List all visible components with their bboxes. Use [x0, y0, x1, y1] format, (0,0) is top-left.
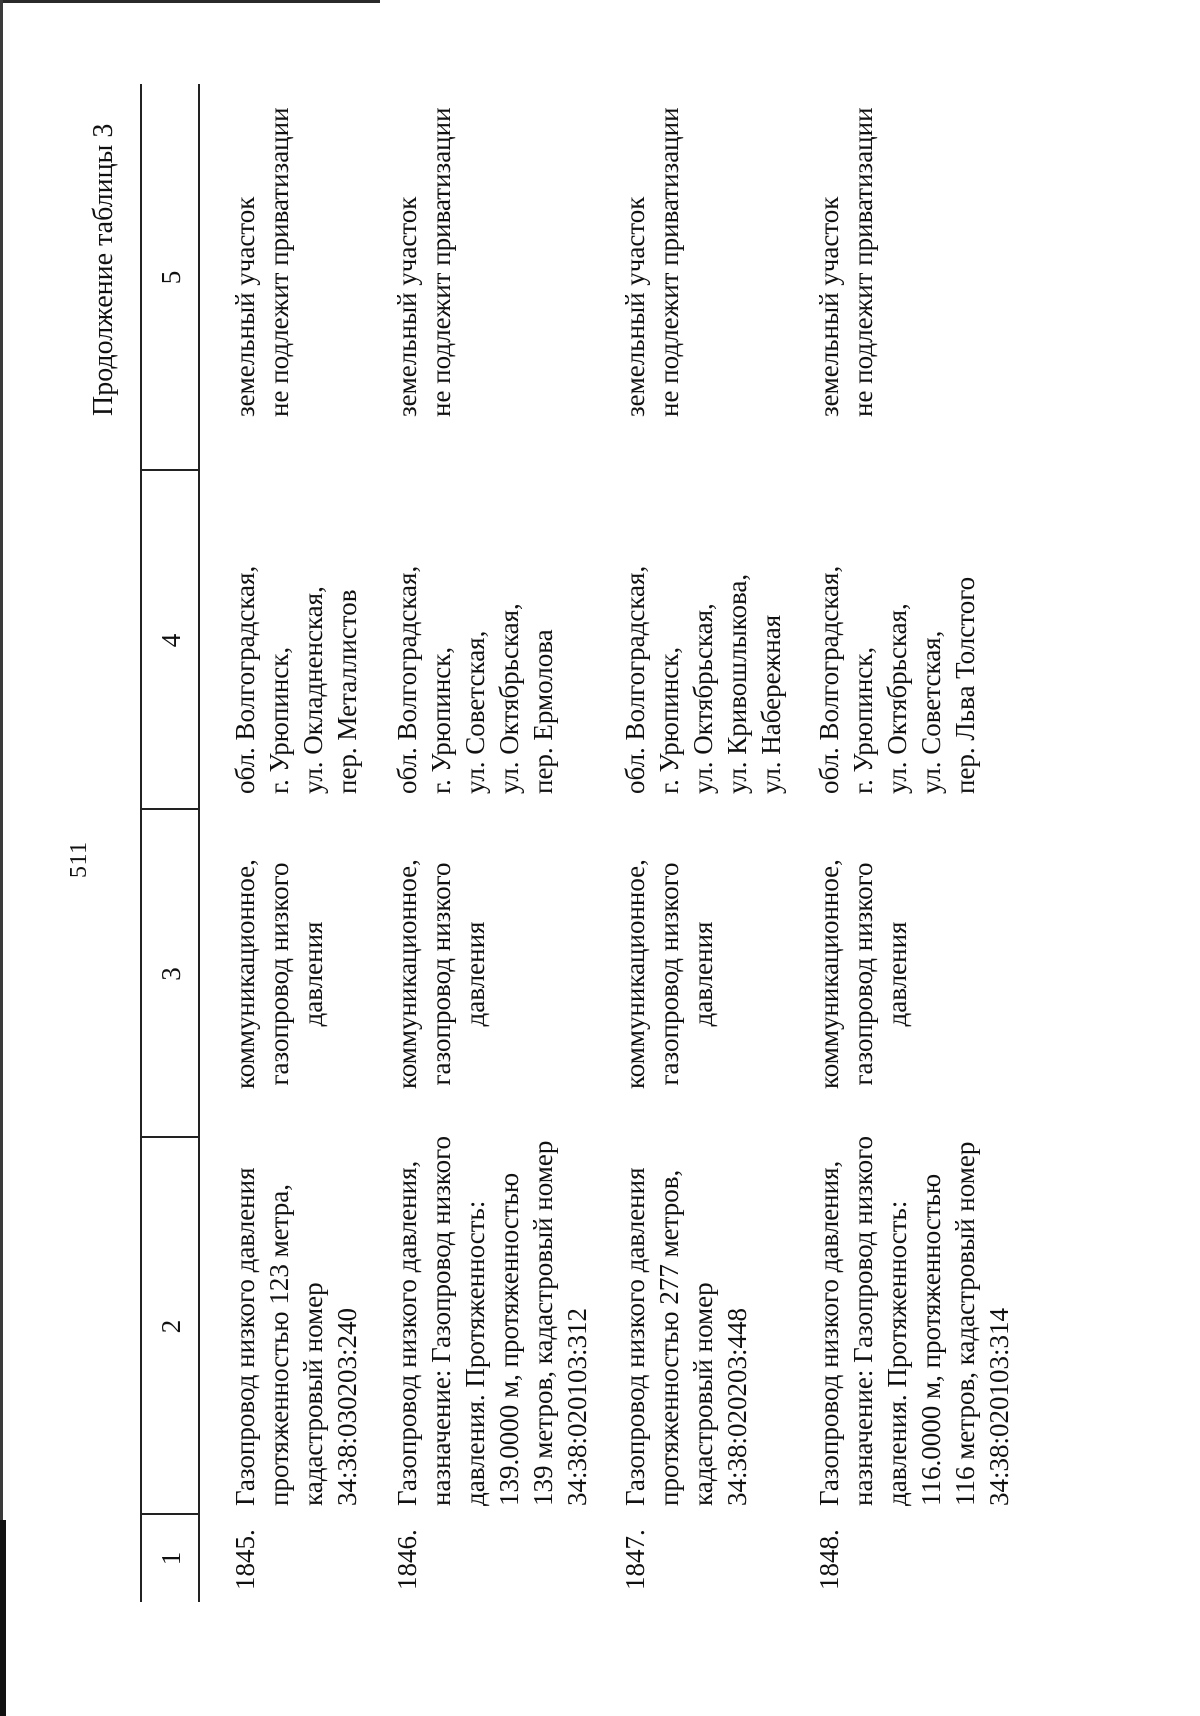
- type-line: коммуникационное,: [620, 859, 650, 1089]
- address-line: г. Урюпинск,: [264, 646, 294, 794]
- description-line: протяженностью 123 метра,: [264, 1183, 294, 1506]
- object-address: [812, 566, 982, 794]
- type-line: газопровод низкого: [426, 862, 456, 1086]
- description-line: 34:38:020203:448: [722, 1307, 752, 1506]
- description-line: 139.0000 м, протяженностью: [494, 1172, 524, 1506]
- table-top-rule: [140, 84, 142, 1602]
- privatization-status: [812, 107, 880, 417]
- description-line: 34:38:020103:314: [984, 1307, 1014, 1506]
- address-line: ул. Советская,: [460, 630, 490, 794]
- address-line: пер. Льва Толстого: [950, 576, 980, 794]
- address-line: ул. Советская,: [916, 630, 946, 794]
- address-line: ул. Октябрьская,: [688, 603, 718, 794]
- description-line: 34:38:030203:240: [332, 1307, 362, 1506]
- status-line: земельный участок: [620, 196, 650, 417]
- address-line: ул. Окладненская,: [298, 586, 328, 794]
- object-type: [618, 810, 720, 1138]
- type-line: коммуникационное,: [814, 859, 844, 1089]
- description-line: кадастровый номер: [298, 1282, 328, 1506]
- address-line: обл. Волгоградская,: [230, 565, 260, 794]
- description-line: 116 метров, кадастровый номер: [950, 1141, 980, 1506]
- status-line: не подлежит приватизации: [654, 107, 684, 417]
- type-line: газопровод низкого: [654, 862, 684, 1086]
- address-line: пер. Металлистов: [332, 589, 362, 794]
- status-line: земельный участок: [230, 196, 260, 417]
- address-line: г. Урюпинск,: [848, 646, 878, 794]
- header-col-1: 1: [156, 1551, 186, 1566]
- table-header-rule: [198, 84, 200, 1602]
- address-line: ул. Октябрьская,: [882, 603, 912, 794]
- address-line: г. Урюпинск,: [654, 646, 684, 794]
- type-line: давления: [688, 921, 718, 1027]
- continuation-label: Продолжение таблицы 3: [88, 123, 119, 416]
- header-col-5: 5: [156, 270, 186, 285]
- address-line: обл. Волгоградская,: [392, 565, 422, 794]
- header-col-4: 4: [156, 633, 186, 648]
- page-number: 511: [66, 841, 92, 878]
- description-line: Газопровод низкого давления,: [392, 1160, 422, 1506]
- address-line: г. Урюпинск,: [426, 646, 456, 794]
- description-line: Газопровод низкого давления: [230, 1167, 260, 1506]
- privatization-status: [390, 107, 458, 417]
- address-line: ул. Кривошлыкова,: [722, 573, 752, 794]
- type-line: давления: [298, 921, 328, 1027]
- description-line: 116.0000 м, протяженностью: [916, 1173, 946, 1506]
- description-line: 139 метров, кадастровый номер: [528, 1140, 558, 1506]
- object-address: [618, 566, 788, 794]
- description-line: давления. Протяженность:: [882, 1200, 912, 1506]
- object-type: [228, 810, 330, 1138]
- type-line: газопровод низкого: [264, 862, 294, 1086]
- object-description: [390, 1136, 594, 1506]
- description-line: давления. Протяженность:: [460, 1200, 490, 1506]
- object-address: [390, 566, 560, 794]
- type-line: давления: [460, 921, 490, 1027]
- object-description: [618, 1167, 754, 1506]
- address-line: пер. Ермолова: [528, 629, 558, 794]
- description-line: 34:38:020103:312: [562, 1307, 592, 1506]
- row-number: 1848.: [814, 1529, 844, 1590]
- status-line: не подлежит приватизации: [264, 107, 294, 417]
- privatization-status: [228, 107, 296, 417]
- status-line: не подлежит приватизации: [848, 107, 878, 417]
- status-line: земельный участок: [814, 196, 844, 417]
- description-line: кадастровый номер: [688, 1282, 718, 1506]
- row-number: 1845.: [230, 1529, 260, 1590]
- address-line: обл. Волгоградская,: [814, 565, 844, 794]
- type-line: давления: [882, 921, 912, 1027]
- status-line: земельный участок: [392, 196, 422, 417]
- description-line: назначение: Газопровод низкого: [426, 1135, 456, 1506]
- description-line: Газопровод низкого давления: [620, 1167, 650, 1506]
- description-line: Газопровод низкого давления,: [814, 1160, 844, 1506]
- row-number: 1846.: [392, 1529, 422, 1590]
- address-line: обл. Волгоградская,: [620, 565, 650, 794]
- object-description: [812, 1136, 1016, 1506]
- object-type: [812, 810, 914, 1138]
- object-address: [228, 566, 364, 794]
- description-line: протяженностью 277 метров,: [654, 1169, 684, 1506]
- type-line: коммуникационное,: [392, 859, 422, 1089]
- row-number: 1847.: [620, 1529, 650, 1590]
- address-line: ул. Октябрьская,: [494, 603, 524, 794]
- type-line: газопровод низкого: [848, 862, 878, 1086]
- privatization-status: [618, 107, 686, 417]
- header-col-2: 2: [156, 1319, 186, 1334]
- header-col-3: 3: [156, 967, 186, 981]
- status-line: не подлежит приватизации: [426, 107, 456, 417]
- object-description: [228, 1167, 364, 1506]
- address-line: ул. Набережная: [756, 614, 786, 794]
- object-type: [390, 810, 492, 1138]
- type-line: коммуникационное,: [230, 859, 260, 1089]
- description-line: назначение: Газопровод низкого: [848, 1135, 878, 1506]
